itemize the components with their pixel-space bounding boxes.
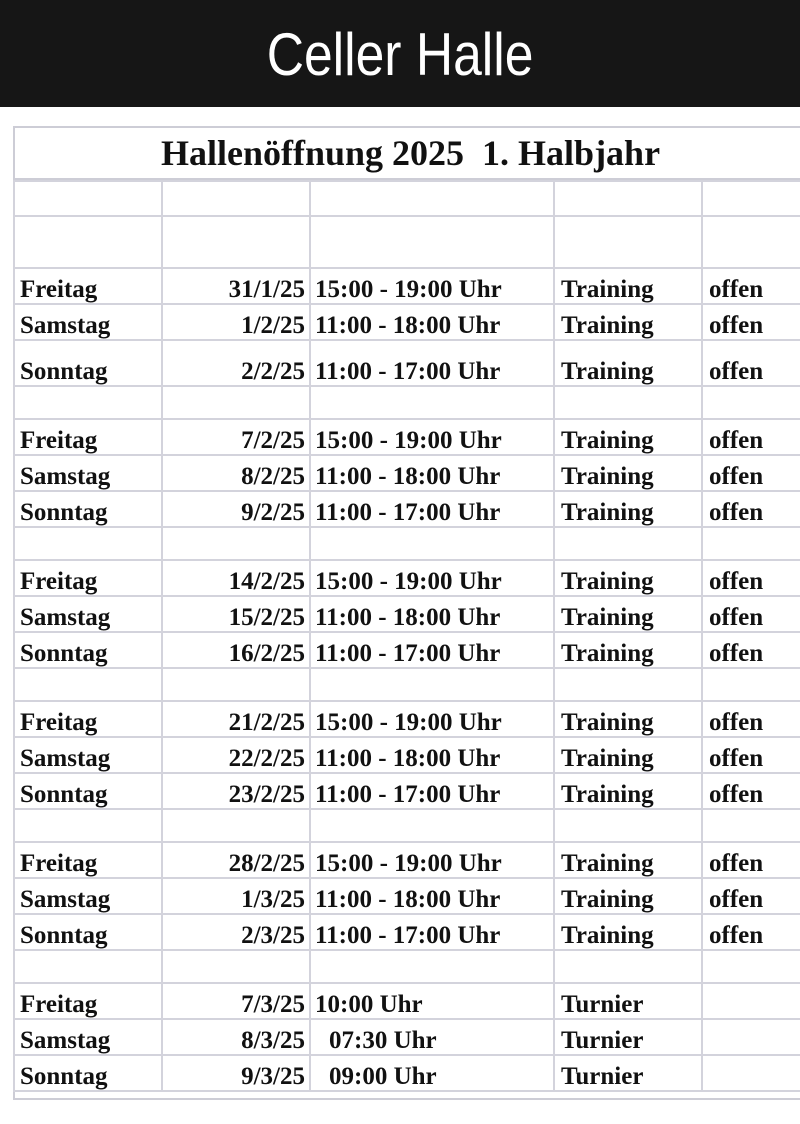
date-cell: 22/2/25 [162,737,310,773]
spacer-row [14,668,800,701]
empty-cell [310,181,554,216]
type-cell: Training [554,632,702,668]
schedule-row [14,455,800,491]
day-cell: Sonntag [14,914,162,950]
date-cell: 9/2/25 [162,491,310,527]
date-cell: 28/2/25 [162,842,310,878]
day-cell: Samstag [14,596,162,632]
time-cell: 07:30 Uhr [310,1019,554,1055]
status-cell: offen [702,419,800,455]
spacer-row [14,950,800,983]
empty-cell [554,181,702,216]
schedule-row [14,1055,800,1091]
schedule-row [14,701,800,737]
date-cell: 8/3/25 [162,1019,310,1055]
schedule-row [14,914,800,950]
empty-cell [702,216,800,268]
status-cell: offen [702,596,800,632]
empty-cell [554,668,702,701]
day-cell: Samstag [14,878,162,914]
spacer-row [14,216,800,268]
time-cell: 11:00 - 18:00 Uhr [310,304,554,340]
date-cell: 9/3/25 [162,1055,310,1091]
status-cell [702,1055,800,1091]
status-cell: offen [702,560,800,596]
status-cell [702,983,800,1019]
status-cell [702,1019,800,1055]
empty-cell [554,386,702,419]
status-cell: offen [702,701,800,737]
time-cell: 11:00 - 18:00 Uhr [310,878,554,914]
schedule-row [14,878,800,914]
empty-cell [310,386,554,419]
type-cell: Training [554,737,702,773]
empty-cell [310,527,554,560]
empty-cell [162,181,310,216]
status-cell: offen [702,268,800,304]
day-cell: Freitag [14,701,162,737]
day-cell: Sonntag [14,773,162,809]
empty-cell [554,216,702,268]
empty-cell [14,668,162,701]
schedule-row [14,1019,800,1055]
table-title: Hallenöffnung 2025 1. Halbjahr [13,126,800,180]
schedule-row [14,304,800,340]
time-cell: 11:00 - 18:00 Uhr [310,596,554,632]
day-cell: Freitag [14,560,162,596]
empty-cell [162,809,310,842]
type-cell: Training [554,773,702,809]
spacer-row [14,386,800,419]
day-cell: Sonntag [14,491,162,527]
type-cell: Turnier [554,1055,702,1091]
type-cell: Training [554,842,702,878]
day-cell: Sonntag [14,340,162,386]
spacer-row [14,181,800,216]
empty-cell [554,527,702,560]
empty-cell [702,527,800,560]
schedule-row [14,491,800,527]
empty-cell [702,181,800,216]
empty-cell [14,527,162,560]
time-cell: 11:00 - 17:00 Uhr [310,491,554,527]
schedule-row [14,419,800,455]
header-bar [0,0,800,107]
day-cell: Samstag [14,737,162,773]
type-cell: Training [554,914,702,950]
empty-cell [702,668,800,701]
date-cell: 2/2/25 [162,340,310,386]
empty-cell [162,527,310,560]
schedule-row [14,268,800,304]
time-cell: 11:00 - 18:00 Uhr [310,455,554,491]
empty-cell [14,809,162,842]
type-cell: Training [554,491,702,527]
schedule-row [14,983,800,1019]
schedule-row [14,632,800,668]
schedule-row [14,737,800,773]
day-cell: Freitag [14,842,162,878]
time-cell: 11:00 - 17:00 Uhr [310,914,554,950]
status-cell: offen [702,842,800,878]
time-cell: 11:00 - 17:00 Uhr [310,632,554,668]
empty-cell [310,216,554,268]
page-title: Celler Halle [266,21,534,88]
date-cell: 1/2/25 [162,304,310,340]
day-cell: Freitag [14,419,162,455]
spacer-row [14,809,800,842]
empty-cell [162,950,310,983]
time-cell: 15:00 - 19:00 Uhr [310,560,554,596]
status-cell: offen [702,878,800,914]
day-cell: Sonntag [14,632,162,668]
day-cell: Freitag [14,268,162,304]
time-cell: 11:00 - 18:00 Uhr [310,737,554,773]
status-cell: offen [702,914,800,950]
type-cell: Training [554,701,702,737]
type-cell: Training [554,419,702,455]
type-cell: Training [554,878,702,914]
date-cell: 7/3/25 [162,983,310,1019]
empty-cell [14,216,162,268]
status-cell: offen [702,737,800,773]
date-cell: 23/2/25 [162,773,310,809]
schedule-row [14,842,800,878]
schedule-row [14,596,800,632]
day-cell: Sonntag [14,1055,162,1091]
type-cell: Turnier [554,983,702,1019]
day-cell: Freitag [14,983,162,1019]
time-cell: 15:00 - 19:00 Uhr [310,701,554,737]
type-cell: Training [554,268,702,304]
empty-cell [162,386,310,419]
empty-cell [310,950,554,983]
time-cell: 15:00 - 19:00 Uhr [310,268,554,304]
schedule-row [14,560,800,596]
time-cell: 11:00 - 17:00 Uhr [310,773,554,809]
schedule-table [13,180,800,1092]
empty-cell [14,950,162,983]
empty-cell [14,181,162,216]
type-cell: Turnier [554,1019,702,1055]
empty-cell [702,950,800,983]
date-cell: 1/3/25 [162,878,310,914]
status-cell: offen [702,455,800,491]
date-cell: 8/2/25 [162,455,310,491]
status-cell: offen [702,632,800,668]
time-cell: 15:00 - 19:00 Uhr [310,419,554,455]
type-cell: Training [554,596,702,632]
spacer-row [14,527,800,560]
empty-cell [702,386,800,419]
status-cell: offen [702,491,800,527]
type-cell: Training [554,455,702,491]
time-cell: 11:00 - 17:00 Uhr [310,340,554,386]
type-cell: Training [554,304,702,340]
time-cell: 15:00 - 19:00 Uhr [310,842,554,878]
empty-cell [162,668,310,701]
status-cell: offen [702,340,800,386]
empty-cell [702,809,800,842]
schedule-row [14,340,800,386]
empty-cell [310,809,554,842]
type-cell: Training [554,560,702,596]
status-cell: offen [702,304,800,340]
empty-cell [14,386,162,419]
date-cell: 21/2/25 [162,701,310,737]
status-cell: offen [702,773,800,809]
type-cell: Training [554,340,702,386]
day-cell: Samstag [14,455,162,491]
date-cell: 31/1/25 [162,268,310,304]
schedule-row [14,773,800,809]
date-cell: 16/2/25 [162,632,310,668]
date-cell: 14/2/25 [162,560,310,596]
empty-cell [554,809,702,842]
empty-cell [554,950,702,983]
date-cell: 15/2/25 [162,596,310,632]
empty-cell [162,216,310,268]
time-cell: 10:00 Uhr [310,983,554,1019]
day-cell: Samstag [14,304,162,340]
empty-cell [310,668,554,701]
date-cell: 7/2/25 [162,419,310,455]
day-cell: Samstag [14,1019,162,1055]
date-cell: 2/3/25 [162,914,310,950]
time-cell: 09:00 Uhr [310,1055,554,1091]
